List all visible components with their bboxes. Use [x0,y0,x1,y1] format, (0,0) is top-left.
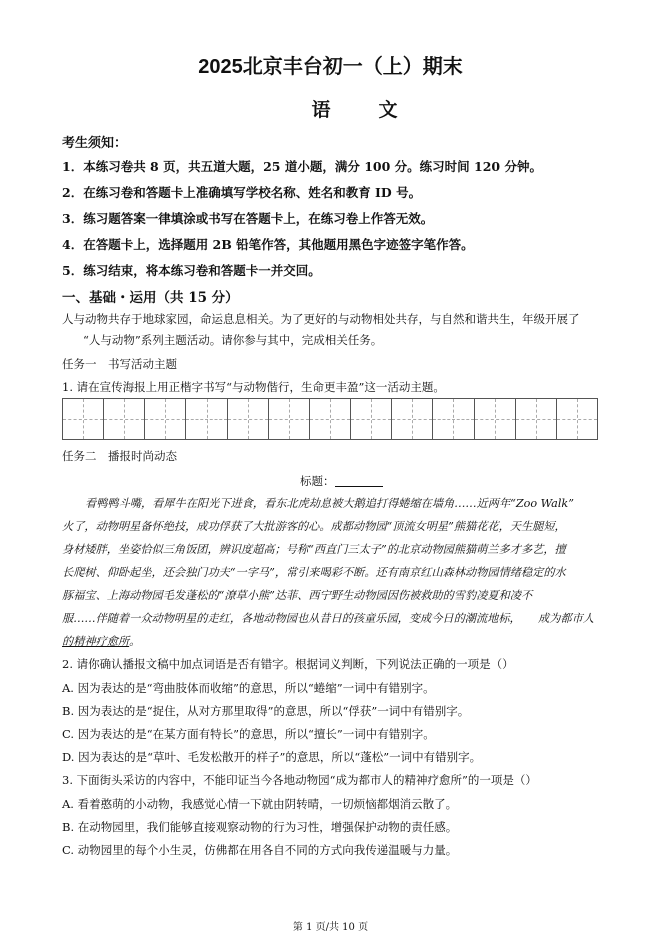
notice-rule: 5．练习结束，将本练习卷和答题卡一并交回。 [62,263,321,278]
grid-cell[interactable] [310,399,351,439]
exam-title: 2025北京丰台初一（上）期末 [198,56,463,78]
grid-cell[interactable] [516,399,557,439]
q2-option[interactable]: C. 因为表达的是“在某方面有特长”的意思，所以“擅长”一词中有错别字。 [62,727,435,741]
news-line: 身材矮胖，坐姿恰似三角饭团，辨识度超高；号称“西直门三太子”的北京动物园熊猫萌兰多才多艺，擅 [62,543,566,556]
grid-cell[interactable] [475,399,516,439]
grid-cell[interactable] [186,399,227,439]
page-footer: 第 1 页/共 10 页 [292,922,369,933]
q3-option[interactable]: A. 看着憨萌的小动物，我感觉心情一下就由阴转晴，一切烦恼都烟消云散了。 [62,797,458,811]
q2-option[interactable]: B. 因为表达的是“捉住，从对方那里取得”的意思，所以“俘获”一词中有错别字。 [62,704,470,718]
writing-grid[interactable] [62,398,598,440]
grid-cell[interactable] [433,399,474,439]
news-last-line [62,633,140,649]
grid-cell[interactable] [63,399,104,439]
q2-option[interactable]: D. 因为表达的是“草叶、毛发松散开的样子”的意思，所以“蓬松”一词中有错别字。 [62,750,482,764]
q2-option[interactable]: A. 因为表达的是“弯曲肢体而收缩”的意思，所以“蜷缩”一词中有错别字。 [62,681,435,695]
grid-cell[interactable] [557,399,597,439]
news-title-label: 标题： [300,474,335,488]
grid-cell[interactable] [351,399,392,439]
notice-rule: 4．在答题卡上，选择题用 2B 铅笔作答，其他题用黑色字迹签字笔作答。 [62,237,474,252]
question-3: 3. 下面街头采访的内容中，不能印证当今各地动物园“成为都市人的精神疗愈所”的一项是（） [62,773,537,787]
news-title-blank[interactable] [335,474,383,487]
q3-option[interactable]: C. 动物园里的每个小生灵，仿佛都在用各自不同的方式向我传递温暖与力量。 [62,843,458,857]
subject-title: 语文 [311,100,446,121]
grid-cell[interactable] [228,399,269,439]
news-line: 看鸭鸭斗嘴，看犀牛在阳光下进食，看东北虎劫息被大鹅追打得蜷缩在墙角……近两年“Zoo Walk” [85,497,574,510]
news-line: 豚福宝、上海动物园毛发蓬松的“潦草小熊”达菲、西宁野生动物园因伤被救助的雪豹凌夏和凌不 [62,589,533,602]
news-line: 火了，动物明星备怀绝技，成功俘获了大批游客的心。成都动物园“顶流女明星”熊猫花花，天生腿短， [62,520,566,533]
grid-cell[interactable] [392,399,433,439]
notice-rule: 2．在练习卷和答题卡上准确填写学校名称、姓名和教育 ID 号。 [62,185,422,200]
section-heading: 一、基础・运用（共 15 分） [62,290,239,306]
news-line: 服……伴随着一众动物明星的走红，各地动物园也从昔日的孩童乐园，变成今日的潮流地标， [62,612,521,625]
notice-heading: 考生须知： [62,136,128,151]
news-line: 长爬树、仰卧起坐，还会独门功夫“一字马”，常引来喝彩不断。还有南京红山森林动物园情绪稳定的水 [62,566,566,579]
q3-option[interactable]: B. 在动物园里，我们能够直接观察动物的行为习性，增强保护动物的责任感。 [62,820,458,834]
grid-cell[interactable] [104,399,145,439]
notice-rule: 1．本练习卷共 8 页，共五道大题，25 道小题，满分 100 分。练习时间 120 分钟。 [62,159,542,174]
news-end-punct: 。 [129,635,141,648]
task1-label: 任务一 书写活动主题 [62,357,177,371]
news-underlined-phrase: 成为都市人 [538,612,594,625]
notice-rule: 3．练习题答案一律填涂或书写在答题卡上，在练习卷上作答无效。 [62,211,434,226]
news-underlined-phrase: 的精神疗愈所 [62,635,130,648]
question-1: 1. 请在宣传海报上用正楷字书写“与动物偕行，生命更丰盈”这一活动主题。 [62,380,445,394]
intro-text: 人与动物共存于地球家园，命运息息相关。为了更好的与动物相处共存，与自然和谐共生，年级开展了 [62,312,580,326]
grid-cell[interactable] [145,399,186,439]
grid-cell[interactable] [269,399,310,439]
task2-label: 任务二 播报时尚动态 [62,449,177,463]
news-title-row [300,473,383,489]
intro-text: “人与动物”系列主题活动。请你参与其中，完成相关任务。 [83,333,383,347]
question-2: 2. 请你确认播报文稿中加点词语是否有错字。根据词义判断，下列说法正确的一项是（） [62,657,514,671]
